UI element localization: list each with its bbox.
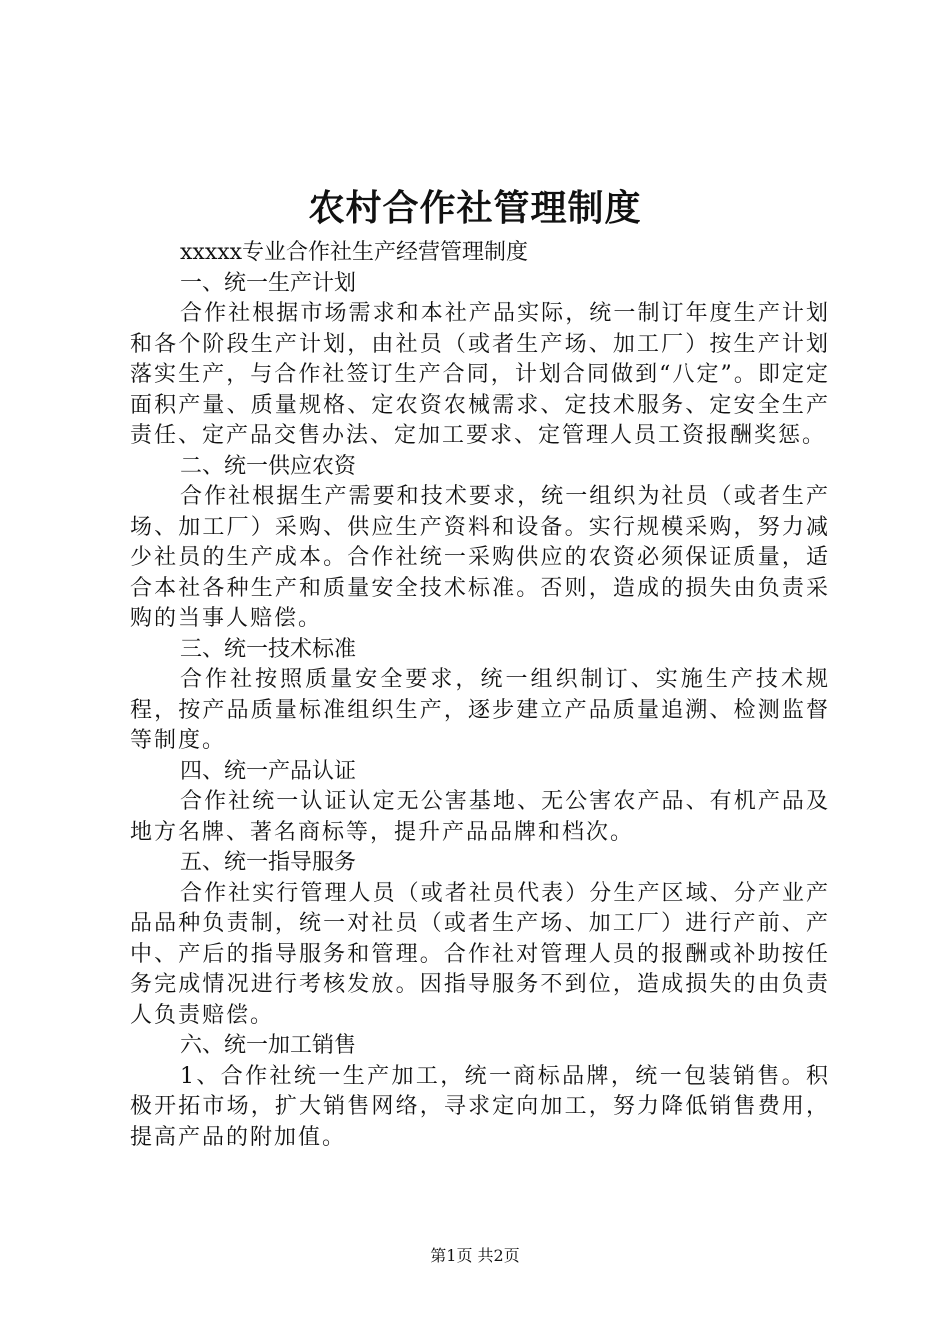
section-heading-3: 三、统一技术标准	[180, 636, 357, 662]
section-body-4: 合作社统一认证认定无公害基地、无公害农产品、有机产品及地方名牌、著名商标等，提升产品品牌和档次。	[130, 789, 830, 845]
document-body	[130, 238, 830, 1153]
section-heading-5: 五、统一指导服务	[180, 850, 357, 875]
section-body-1: 合作社根据市场需求和本社产品实际，统一制订年度生产计划和各个阶段生产计划，由社员（或者生产场、加工厂）按生产计划落实生产，与合作社签订生产合同，计划合同做到“八定”。即定定面积产量、质量规格、定农资农械需求、定技术服务、定安全生产责任、定产品交售办法、定加工要求、定管理人员工资报酬奖惩。	[130, 301, 830, 448]
section-heading-2: 二、统一供应农资	[180, 453, 357, 479]
section-heading-6: 六、统一加工销售	[180, 1033, 357, 1058]
section-body-5: 合作社实行管理人员（或者社员代表）分生产区域、分产业产品品种负责制，统一对社员（或者生产场、加工厂）进行产前、产中、产后的指导服务和管理。合作社对管理人员的报酬或补助按任务完成情况进行考核发放。因指导服务不到位，造成损失的由负责人负责赔偿。	[130, 880, 830, 1028]
section-heading-1: 一、统一生产计划	[180, 270, 357, 296]
document-title: 农村合作社管理制度	[308, 187, 642, 229]
section-body-3: 合作社按照质量安全要求，统一组织制订、实施生产技术规程，按产品质量标准组织生产，逐步建立产品质量追溯、检测监督等制度。	[130, 667, 830, 753]
section-body-2: 合作社根据生产需要和技术要求，统一组织为社员（或者生产场、加工厂）采购、供应生产资料和设备。实行规模采购，努力减少社员的生产成本。合作社统一采购供应的农资必须保证质量，适合本社各种生产和质量安全技术标准。否则，造成的损失由负责采购的当事人赔偿。	[130, 484, 830, 631]
section-heading-4: 四、统一产品认证	[180, 758, 357, 784]
document-subtitle: xxxxx专业合作社生产经营管理制度	[180, 240, 529, 265]
page-number-footer: 第1页 共2页	[430, 1246, 520, 1265]
section-body-6: 1、合作社统一生产加工，统一商标品牌，统一包装销售。积极开拓市场，扩大销售网络，寻求定向加工，努力降低销售费用，提高产品的附加值。	[130, 1063, 830, 1150]
